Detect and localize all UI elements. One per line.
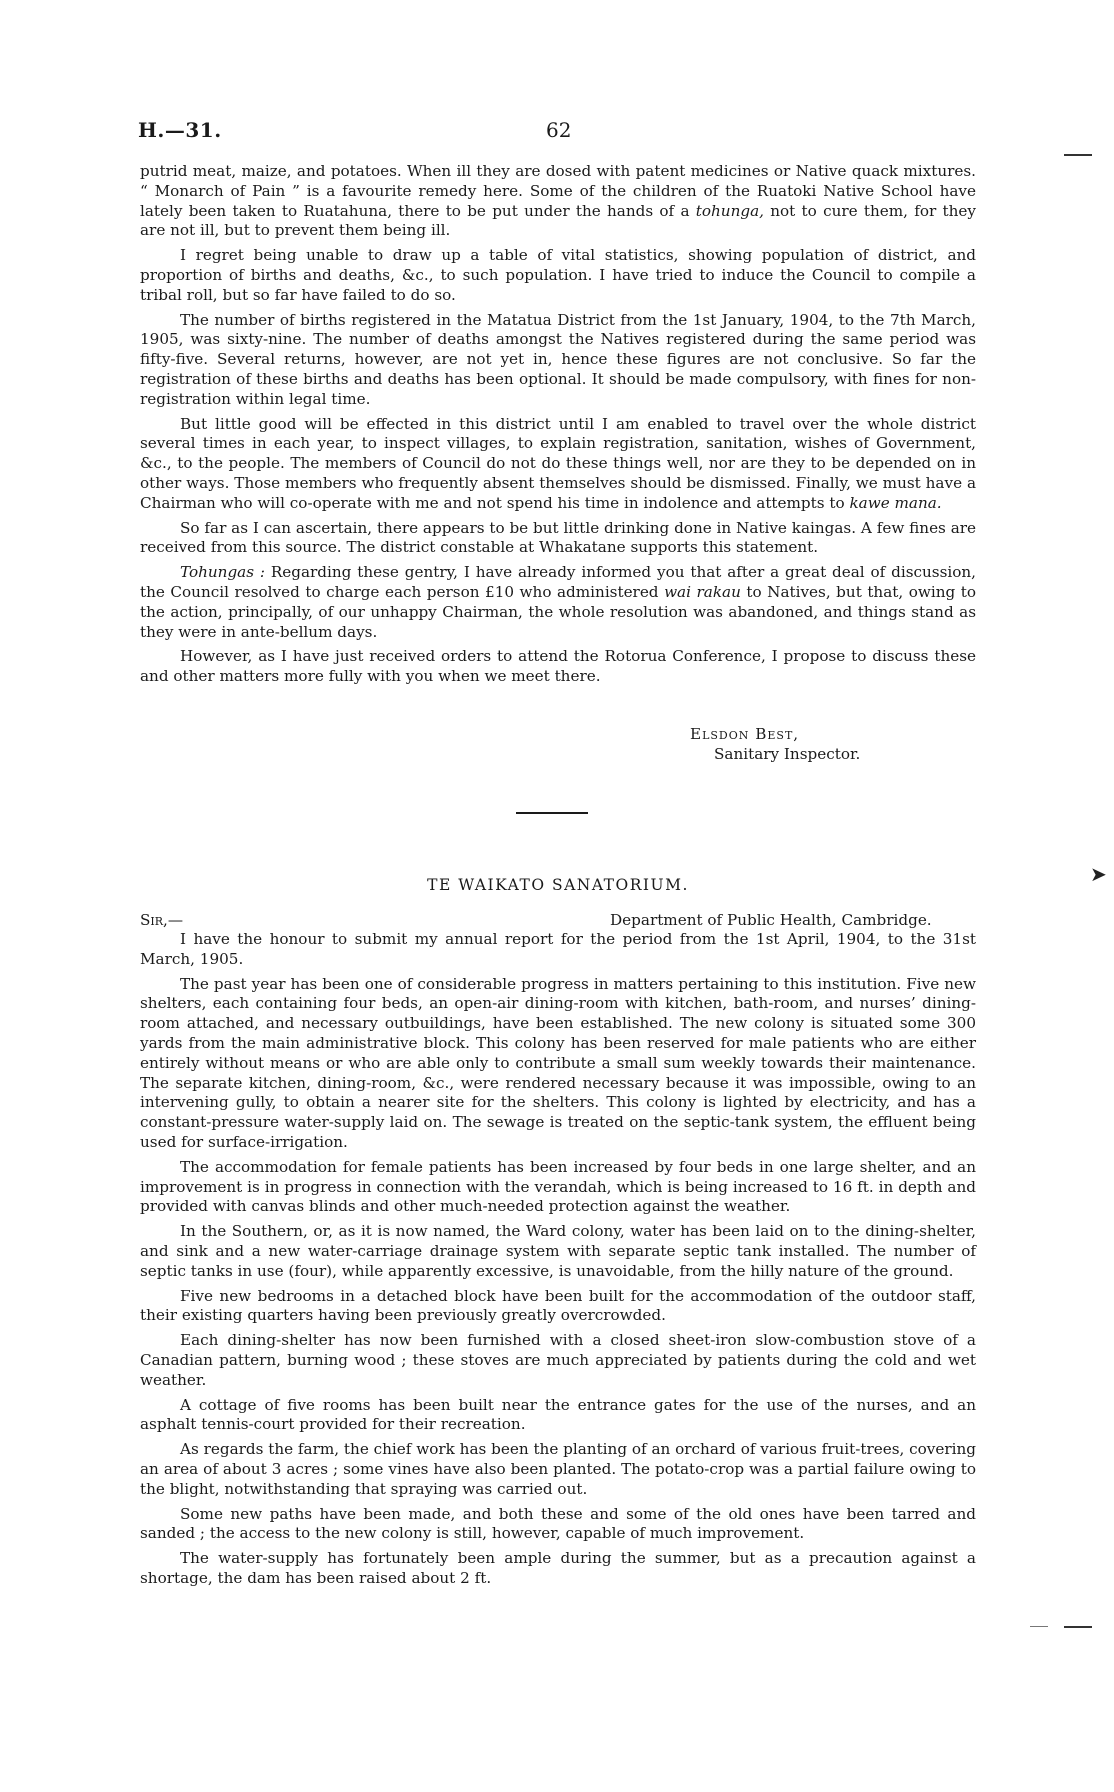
inspector-report-continuation bbox=[140, 162, 976, 692]
section-divider bbox=[516, 812, 588, 814]
paragraph: However, as I have just received orders to attend the Rotorua Conference, I propose to discuss these and other matters more fully with you when we meet there. bbox=[140, 647, 976, 686]
salutation: Sir,— bbox=[140, 911, 184, 929]
paragraph: putrid meat, maize, and potatoes. When ill they are dosed with patent medicines or Native quack mixtures. “ Monarch of Pain ” is a favourite remedy here. Some of the children of the Ruatoki Native School have lately been taken to Ruatahuna, there to be put under the hands of a tohunga, not to cure them, for they are not ill, but to prevent them being ill. bbox=[140, 162, 976, 240]
paragraph: Some new paths have been made, and both these and some of the old ones have been tarred and sanded ; the access to the new colony is still, however, capable of much improvement. bbox=[140, 1504, 976, 1543]
paragraph: So far as I can ascertain, there appears to be but little drinking done in Native kaingas. A few fines are received from this source. The district constable at Whakatane supports this statement. bbox=[140, 518, 976, 557]
paragraph: The water-supply has fortunately been ample during the summer, but as a precaution against a shortage, the dam has been raised about 2 ft. bbox=[140, 1549, 976, 1587]
paragraph: The accommodation for female patients has been increased by four beds in one large shelter, and an improvement is in progress in connection with the verandah, which is being increased to 16 ft. in depth and provided with canvas blinds and other much-needed protection against the weather. bbox=[140, 1157, 976, 1216]
paragraph: Tohungas : Regarding these gentry, I have already informed you that after a great deal of discussion, the Council resolved to charge each person £10 who administered wai rakau to Natives, but that, owing to the action, principally, of our unhappy Chairman, the whole resolution was abandoned, and things stand as they were in ante-bellum days. bbox=[140, 563, 976, 641]
paragraph: Five new bedrooms in a detached block have been built for the accommodation of the outdoor staff, their existing quarters having been previously greatly overcrowded. bbox=[140, 1286, 976, 1325]
page-number: 62 bbox=[546, 118, 572, 142]
signatory-name: Elsdon Best, bbox=[690, 725, 800, 743]
margin-dash-mark bbox=[1064, 1626, 1092, 1628]
margin-arrow-icon: ➤ bbox=[1090, 862, 1107, 886]
signature-block bbox=[690, 724, 950, 764]
salutation-line bbox=[140, 910, 976, 930]
paragraph: Each dining-shelter has now been furnished with a closed sheet-iron slow-combustion stove of a Canadian pattern, burning wood ; these stoves are much appreciated by patients during the cold and wet weather. bbox=[140, 1331, 976, 1389]
paragraph: As regards the farm, the chief work has been the planting of an orchard of various fruit-trees, covering an area of about 3 acres ; some vines have also been planted. The potato-crop was a partial failure owing to the blight, notwithstanding that spraying was carried out. bbox=[140, 1440, 976, 1498]
paragraph: I have the honour to submit my annual report for the period from the 1st April, 1904, to the 31st March, 1905. bbox=[140, 930, 976, 968]
paragraph: The number of births registered in the Matatua District from the 1st January, 1904, to the 7th March, 1905, was sixty-nine. The number of deaths amongst the Natives registered during the same period was fifty-five. Several returns, however, are not yet in, hence these figures are not conclusive. So far the registration of these births and deaths has been optional. It should be made compulsory, with fines for non-registration within legal time. bbox=[140, 310, 976, 408]
paragraph: The past year has been one of considerable progress in matters pertaining to this institution. Five new shelters, each containing four beds, an open-air dining-room with kitchen, bath-room, and nurses’ dining-room attached, and necessary outbuildings, have been established. The new colony is situated some 300 yards from the main administrative block. This colony has been reserved for male patients who are either entirely without means or who are able only to contribute a small sum weekly towards their maintenance. The separate kitchen, dining-room, &c., were rendered necessary because it was impossible, owing to an intervening gully, to obtain a nearer site for the shelters. This colony is lighted by electricity, and has a constant-pressure water-supply laid on. The sewage is treated on the septic-tank system, the effluent being used for surface-irrigation. bbox=[140, 974, 976, 1151]
section-title: TE WAIKATO SANATORIUM. bbox=[427, 876, 689, 894]
paragraph: I regret being unable to draw up a table of vital statistics, showing population of district, and proportion of births and deaths, &c., to such population. I have tried to induce the Council to compile a tribal roll, but so far have failed to do so. bbox=[140, 246, 976, 304]
margin-dash-mark bbox=[1064, 154, 1092, 156]
paragraph: But little good will be effected in this district until I am enabled to travel over the whole district several times in each year, to inspect villages, to explain registration, sanitation, wishes of Government, &c., to the people. The members of Council do not do these things well, nor are they to be depended on in other ways. Those members who frequently absent themselves should be dismissed. Finally, we must have a Chairman who will co-operate with me and not spend his time in indolence and attempts to kawe mana. bbox=[140, 414, 976, 512]
department-address: Department of Public Health, Cambridge. bbox=[610, 911, 932, 929]
page-header bbox=[138, 118, 978, 148]
sanatorium-report bbox=[140, 930, 976, 1594]
paragraph: In the Southern, or, as it is now named, the Ward colony, water has been laid on to the dining-shelter, and sink and a new water-carriage drainage system with separate septic tank installed. The number of septic tanks in use (four), while apparently excessive, is unavoidable, from the hilly nature of the ground. bbox=[140, 1222, 976, 1280]
paragraph: A cottage of five rooms has been built near the entrance gates for the use of the nurses, and an asphalt tennis-court provided for their recreation. bbox=[140, 1395, 976, 1434]
margin-dash-mark bbox=[1030, 1626, 1048, 1627]
document-reference: H.—31. bbox=[138, 118, 222, 142]
signatory-title: Sanitary Inspector. bbox=[714, 745, 861, 763]
